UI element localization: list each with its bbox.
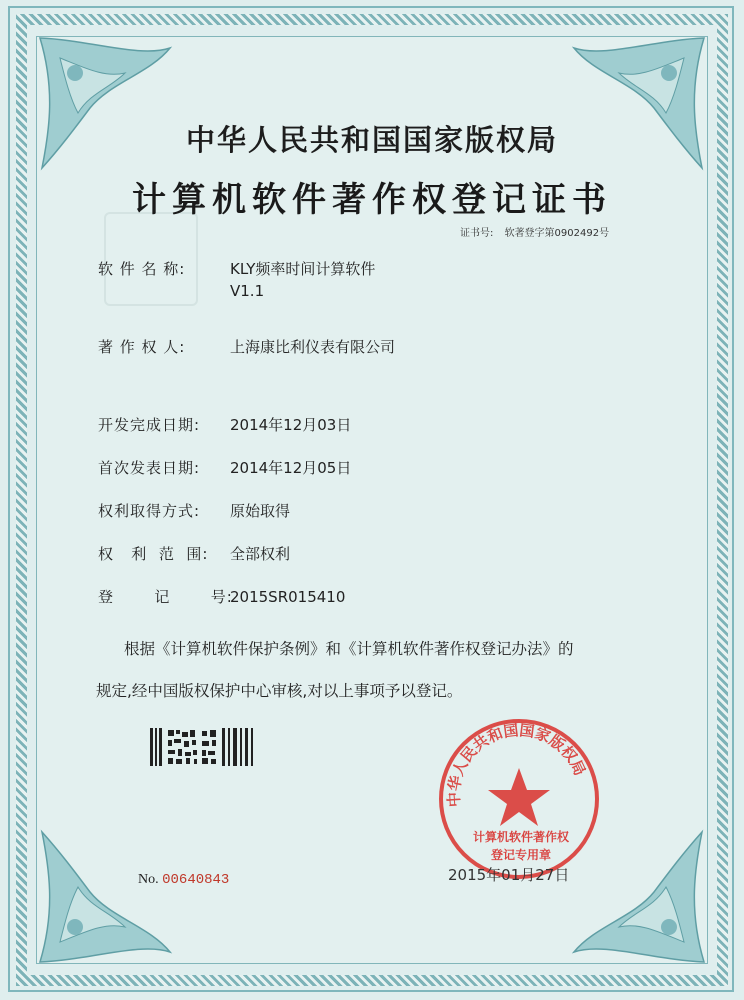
field-copyright-owner — [98, 336, 395, 357]
field-label: 著 作 权 人: — [98, 338, 186, 356]
seal-inner-line-1: 计算机软件著作权 — [472, 830, 569, 844]
certificate-number-label: 证书号: — [460, 228, 494, 239]
field-software-version: V1.1 — [230, 282, 265, 300]
field-publish-date — [98, 457, 351, 478]
certificate-number-value: 软著登字第0902492号 — [504, 228, 610, 239]
field-label: 登 记 号: — [98, 588, 233, 606]
field-value: 上海康比利仪表有限公司 — [230, 338, 396, 356]
field-label: 软 件 名 称: — [98, 260, 186, 278]
field-value: 原始取得 — [230, 502, 291, 520]
certificate-title: 计算机软件著作权登记证书 — [132, 180, 612, 220]
certificate-number — [460, 224, 609, 239]
statement-line-2: 规定,经中国版权保护中心审核,对以上事项予以登记。 — [96, 682, 463, 700]
serial-number-label: No. — [138, 872, 159, 887]
field-software-name — [98, 258, 375, 279]
field-value: 2015SR015410 — [230, 588, 346, 606]
field-value: KLY频率时间计算软件 — [230, 260, 376, 278]
field-rights-scope — [98, 543, 290, 564]
statement-line-1: 根据《计算机软件保护条例》和《计算机软件著作权登记办法》的 — [124, 640, 574, 658]
field-label: 首次发表日期: — [98, 459, 201, 477]
issue-date: 2015年01月27日 — [448, 866, 570, 884]
field-label: 权利取得方式: — [98, 502, 201, 520]
field-value: 2014年12月03日 — [230, 416, 352, 434]
field-acquisition-method — [98, 500, 290, 521]
field-value: 2014年12月05日 — [230, 459, 352, 477]
barcode-graphic — [150, 728, 254, 766]
corner-ornament-bottom-left — [30, 822, 180, 972]
serial-number — [138, 872, 229, 888]
field-label: 权 利 范 围: — [98, 545, 209, 563]
serial-number-value: 00640843 — [162, 872, 230, 888]
svg-text:中华人民共和国国家版权局: 中华人民共和国国家版权局 — [444, 721, 590, 808]
field-label: 开发完成日期: — [98, 416, 201, 434]
field-value: 全部权利 — [230, 545, 291, 563]
seal-inner-line-2: 登记专用章 — [490, 848, 551, 862]
field-development-date — [98, 414, 351, 435]
field-registration-number — [98, 586, 345, 607]
issuing-agency: 中华人民共和国国家版权局 — [185, 123, 558, 157]
